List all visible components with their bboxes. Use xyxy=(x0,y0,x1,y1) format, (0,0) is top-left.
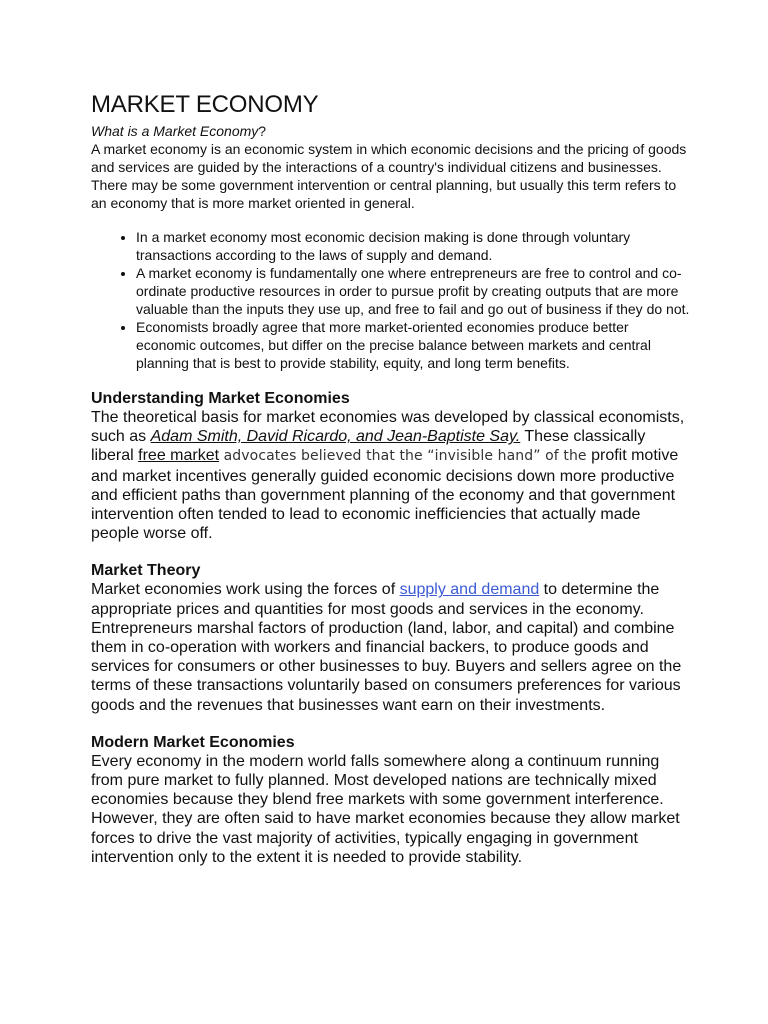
paragraph-text: profit motive and market incentives generally guided economic decisions down more productive and efficient paths than government planning of the economy and that government intervention often tended to lead to economic inefficiencies that actually made people worse off. xyxy=(91,447,679,543)
list-item: • In a market economy most economic decision making is done through voluntary transactions according to the laws of supply and demand. xyxy=(136,228,691,264)
section-paragraph-understanding xyxy=(91,408,691,543)
paragraph-text: to determine the appropriate prices and quantities for most goods and services in the economy. Entrepreneurs marshal factors of production (land, labor, and capital) and combine them in co-operation with workers and financial backers, to produce goods and services for consumers or other businesses to buy. Buyers and sellers agree on the terms of these transactions voluntarily based on consumers preferences for various goods and the revenues that businesses want earn on their investments. xyxy=(91,581,682,714)
section-heading-understanding: Understanding Market Economies xyxy=(91,390,350,407)
section-heading-market-theory: Market Theory xyxy=(91,562,201,580)
free-market-link[interactable]: free market xyxy=(138,447,220,465)
supply-and-demand-link[interactable]: supply and demand xyxy=(399,581,540,599)
subtitle-question-mark: ? xyxy=(258,123,267,139)
section-heading-modern: Modern Market Economies xyxy=(91,733,295,751)
paragraph-text: Market economies work using the forces of xyxy=(91,581,400,599)
key-points-list xyxy=(91,228,691,372)
subtitle xyxy=(91,122,691,140)
list-item: • A market economy is fundamentally one where entrepreneurs are free to control and co-ordinate productive resources in order to pursue profit by creating outputs that are more valuable than the inputs they use up, and free to fail and go out of business if they do not. xyxy=(136,264,691,318)
document-title: MARKET ECONOMY xyxy=(91,91,319,118)
section-paragraph-market-theory xyxy=(91,580,691,714)
list-item: • Economists broadly agree that more market-oriented economies produce better economic outcomes, but differ on the precise balance between markets and central planning that is best to provide stability, equity, and long term benefits. xyxy=(136,318,691,372)
paragraph-text: These classically liberal xyxy=(91,428,646,465)
economists-link[interactable]: Adam Smith, David Ricardo, and Jean-Baptiste Say. xyxy=(150,428,521,446)
paragraph-text: The theoretical basis for market economies was developed by classical economists, such as xyxy=(91,409,685,446)
intro-paragraph: A market economy is an economic system in which economic decisions and the pricing of goods and services are guided by the interactions of a country's individual citizens and businesses. There may be some government intervention or central planning, but usually this term refers to an economy that is more market oriented in general. xyxy=(91,141,687,211)
document-page xyxy=(91,90,691,867)
paragraph-text: advocates believed that the “invisible hand” of the xyxy=(219,448,587,465)
section-paragraph-modern: Every economy in the modern world falls somewhere along a continuum running from pure market to fully planned. Most developed nations are technically mixed economies because they blend free markets with some government interference. However, they are often said to have market economies because they allow market forces to drive the vast majority of activities, typically engaging in government intervention only to the extent it is needed to provide stability. xyxy=(91,752,680,866)
subtitle-question: What is a Market Economy xyxy=(91,123,259,139)
